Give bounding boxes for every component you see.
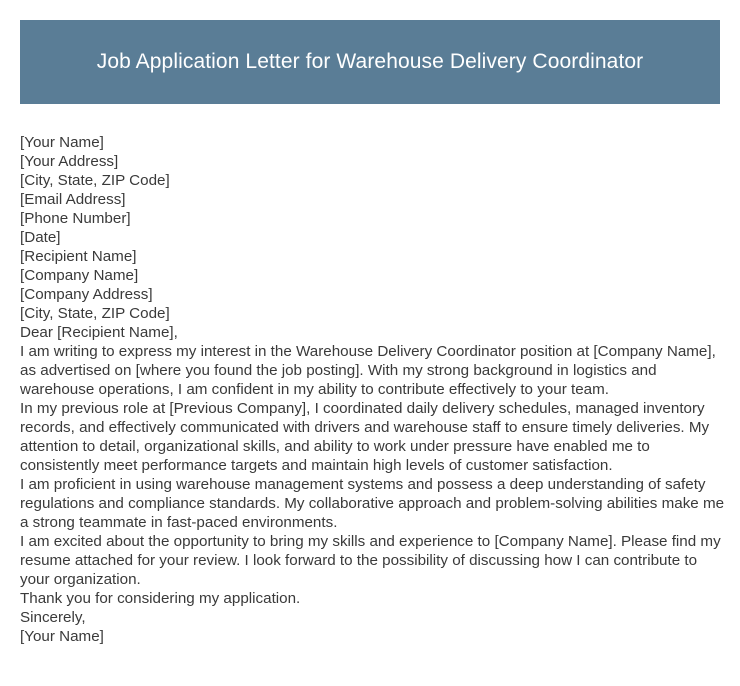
sender-city-state-zip: [City, State, ZIP Code] xyxy=(20,172,170,189)
paragraph-thanks: Thank you for considering my application. xyxy=(20,590,301,607)
sender-name: [Your Name] xyxy=(20,134,104,151)
sender-address: [Your Address] xyxy=(20,153,119,170)
letter-date: [Date] xyxy=(20,229,61,246)
paragraph-closing-pitch: I am excited about the opportunity to bring my skills and experience to [Company Name]. Please find my resume attached for your review. I look forward to the possibility of discussing how I can contribute to your organization. xyxy=(20,533,721,588)
letter-body xyxy=(20,133,725,646)
sender-phone: [Phone Number] xyxy=(20,210,131,227)
recipient-name: [Recipient Name] xyxy=(20,248,137,265)
page-title: Job Application Letter for Warehouse Delivery Coordinator xyxy=(96,50,644,73)
sender-email: [Email Address] xyxy=(20,191,126,208)
salutation: Dear [Recipient Name], xyxy=(20,324,178,341)
paragraph-intro: I am writing to express my interest in the Warehouse Delivery Coordinator position at [Company Name], as advertised on [where you found the job posting]. With my strong background in logistics and warehouse operations, I am confident in my ability to contribute effectively to your team. xyxy=(20,343,716,398)
paragraph-experience: In my previous role at [Previous Company], I coordinated daily delivery schedules, managed inventory records, and effectively communicated with drivers and warehouse staff to ensure timely deliveries. My attention to detail, organizational skills, and ability to work under pressure have enabled me to consistently meet performance targets and maintain high levels of customer satisfaction. xyxy=(20,400,710,474)
recipient-city-state-zip: [City, State, ZIP Code] xyxy=(20,305,170,322)
closing: Sincerely, xyxy=(20,609,86,626)
paragraph-skills: I am proficient in using warehouse management systems and possess a deep understanding of safety regulations and compliance standards. My collaborative approach and problem-solving abilities make me a strong teammate in fast-paced environments. xyxy=(20,476,725,531)
signature: [Your Name] xyxy=(20,628,104,645)
recipient-company: [Company Name] xyxy=(20,267,139,284)
recipient-company-address: [Company Address] xyxy=(20,286,153,303)
title-banner xyxy=(20,20,720,104)
